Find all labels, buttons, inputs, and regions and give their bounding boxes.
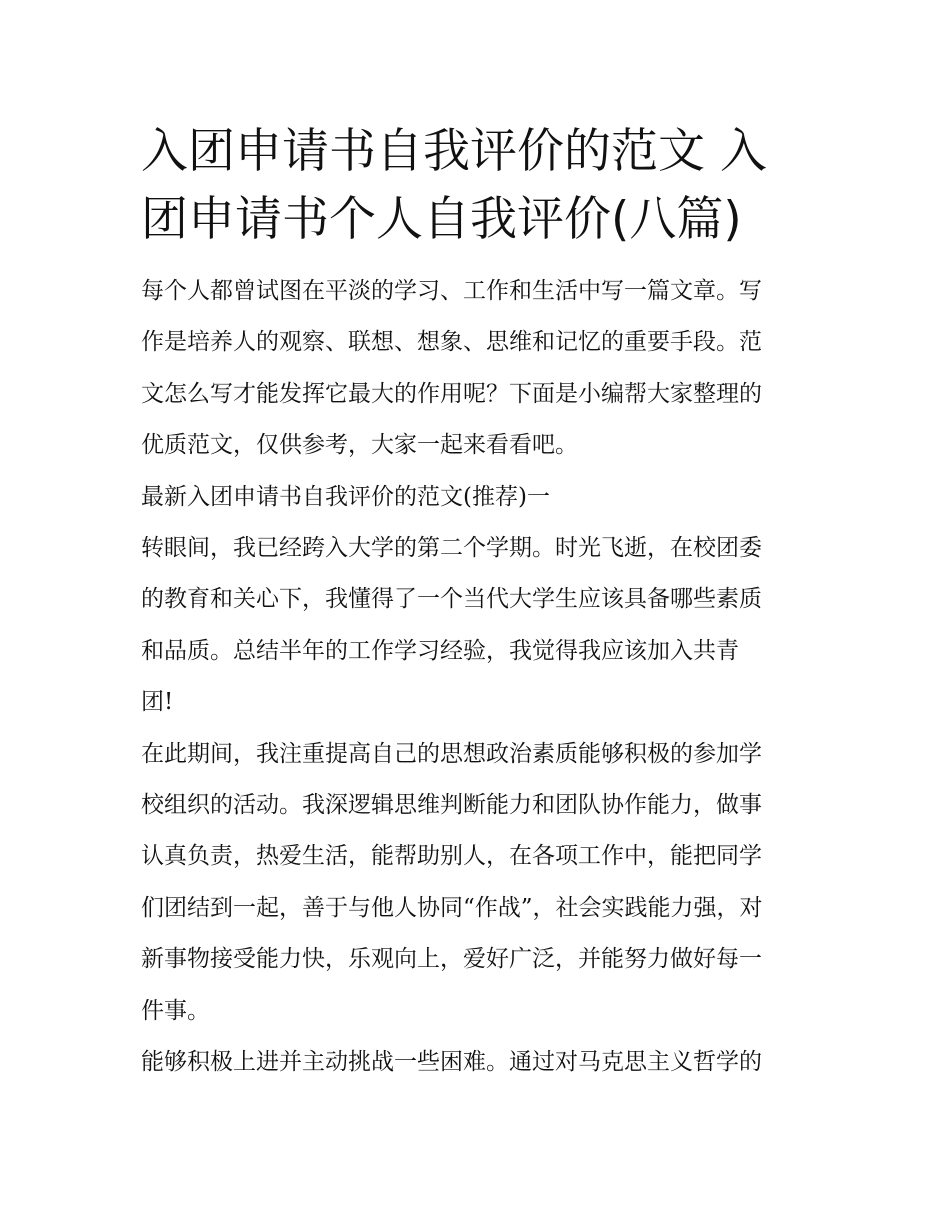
- text-line: 在此期间，我注重提高自己的思想政治素质能够积极的参加学: [141, 740, 762, 767]
- text-line: 能够积极上进并主动挑战一些困难。通过对马克思主义哲学的: [141, 1049, 762, 1076]
- section-heading: [141, 472, 813, 523]
- text-line: 每个人都曾试图在平淡的学习、工作和生活中写一篇文章。写: [141, 278, 762, 304]
- text-line: 最新入团申请书自我评价的范文(推荐)一: [141, 483, 550, 510]
- text-line: 认真负责，热爱生活，能帮助别人，在各项工作中，能把同学: [141, 843, 762, 870]
- title-line-1: 入团申请书自我评价的范文 入: [141, 124, 767, 179]
- text-line: 转眼间，我已经跨入大学的第二个学期。时光飞逝，在校团委: [141, 535, 762, 562]
- text-line: 的教育和关心下，我懂得了一个当代大学生应该具备哪些素质: [141, 586, 762, 613]
- text-line: 文怎么写才能发挥它最大的作用呢？下面是小编帮大家整理的: [141, 380, 762, 407]
- intro-paragraph: [141, 266, 813, 472]
- body-paragraph-3: [141, 1037, 813, 1088]
- body-paragraph-2: [141, 729, 813, 1037]
- text-line: 团!: [141, 689, 174, 716]
- text-line: 件事。: [141, 997, 210, 1024]
- document-title: [141, 118, 813, 254]
- text-line: 优质范文，仅供参考，大家一起来看看吧。: [141, 432, 578, 459]
- text-line: 作是培养人的观察、联想、想象、思维和记忆的重要手段。范: [141, 329, 762, 356]
- title-line-2: 团申请书个人自我评价(八篇): [141, 192, 742, 247]
- text-line: 校组织的活动。我深逻辑思维判断能力和团队协作能力，做事: [141, 792, 762, 819]
- text-line: 和品质。总结半年的工作学习经验，我觉得我应该加入共青: [141, 637, 739, 664]
- document-body: [141, 118, 813, 1089]
- text-line: 新事物接受能力快，乐观向上，爱好广泛，并能努力做好每一: [141, 946, 762, 973]
- body-paragraph-1: [141, 523, 813, 729]
- text-line: 们团结到一起，善于与他人协同“作战”，社会实践能力强，对: [141, 894, 763, 921]
